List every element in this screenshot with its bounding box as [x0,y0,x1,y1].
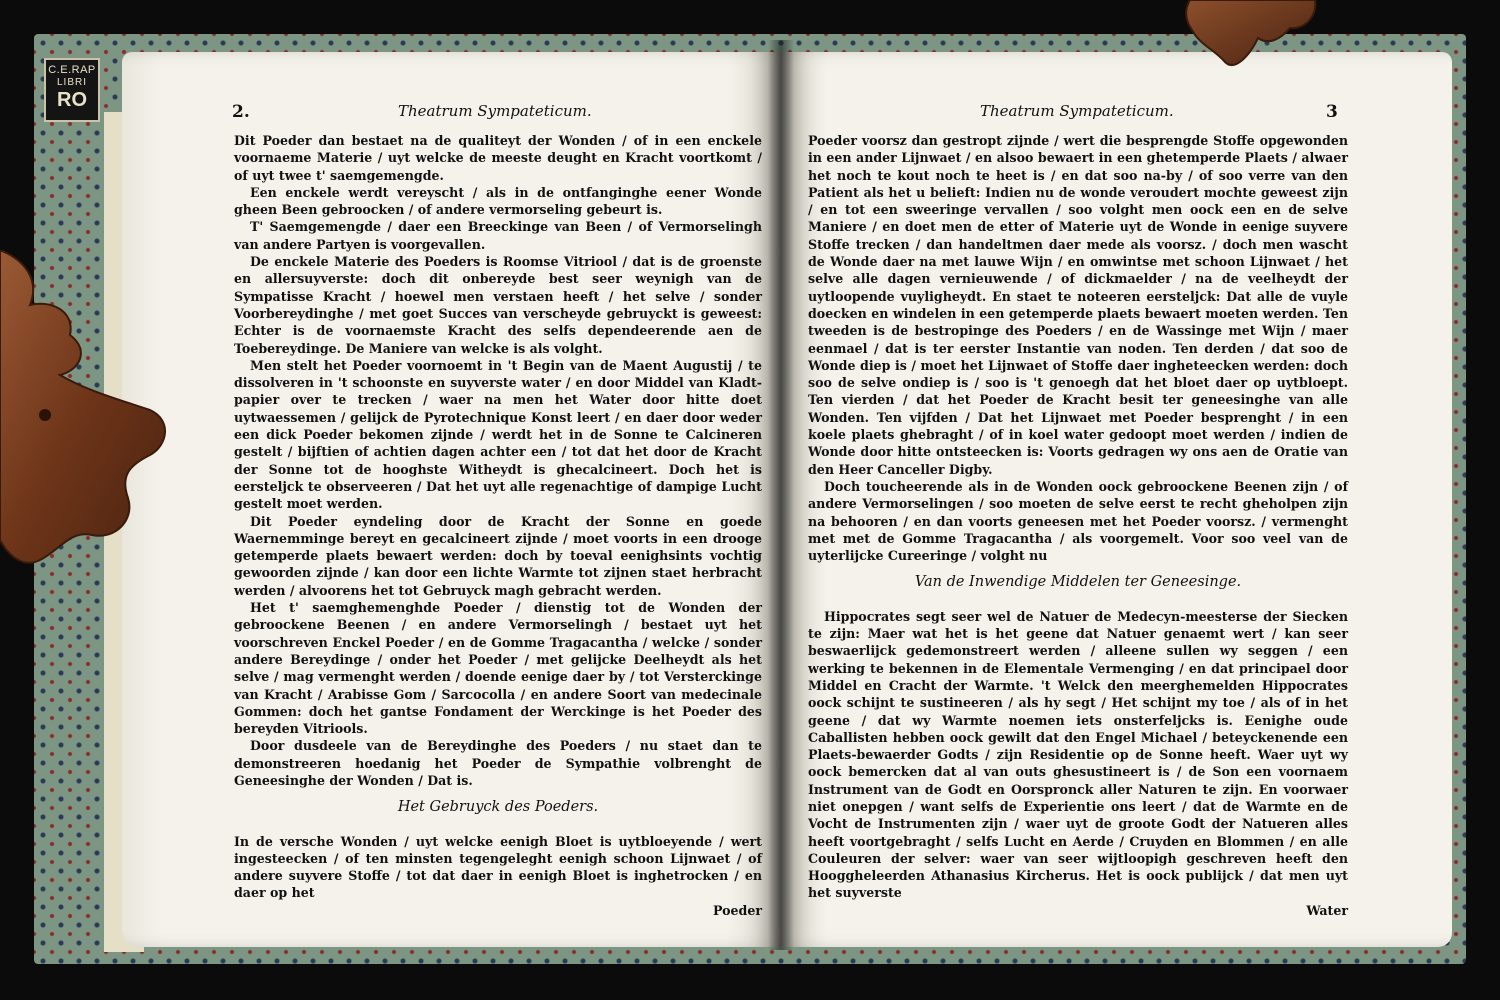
right-paragraph: Hippocrates segt seer wel de Natuer de Medecyn-meesterse der Siecken te zijn: Maer wat het is het geene dat Natuer genaemt wert / kan seer beswaerlijck gedemonstreert werden / alleene sullen wy seggen / een werking te bekennen in de Elementale Vermenging / en dat principael door Middel en Cracht der Warmte. 't Welck den meerghemelden Hippocrates oock schijnt te sustineeren / als hy segt / Het schijnt my toe / als of in het geene / dat wy Warmte noemen iets onsterfeljcks is. Eenighe oude Caballisten hebben oock gewilt dat den Engel Michael / beteyckenende een Plaets-bewaerder Godts / zijn Residentie op de Sonne heeft. Waer uyt wy oock bemercken dat al van outs ghesustineert is / de Son een voornaem Instrument van de Godt en Oorspronck aller Naturen te zijn. En voorwaer niet onepgen / want selfs de Experientie ons leert / dat de Warmte en de Vocht de Instrumenten zijn / waer uyt de groote Godt der Natueren alles heeft voortgebraght / selfs Lucht en Aerde / Cruyden en Blommen / en alle Couleuren der selver: waer van seer wijtloopigh geschreven heeft den Hooggheleerden Athanasius Kircherus. Het is oock publijck / dat men uyt het suyverste [808,608,1348,901]
left-paragraph: Het t' saemghemenghde Poeder / dienstig tot de Wonden der gebroockene Beenen / en andere Vermorselingh / bestaet uyt het voorschreven Enckel Poeder / en de Gomme Tragacantha / welcke / sonder andere Bereydinge / onder het Poeder / met gelijcke Deelheydt als het selve / mag vermenght werden / doende eenige daer by / tot Versterckinge van Kracht / Arabisse Gom / Sarcocolla / en andere Soort van medecinale Gommen: doch het gantse Fondament der Werckinge is het Poeder des bereyden Vitriools. [234,600,762,737]
left-page [122,52,780,947]
right-paragraph: Doch toucheerende als in de Wonden oock gebroockene Beenen zijn / of andere Vermorselingen / soo moeten de selve eerst te recht gheholpen zijn na behooren / en dan voorts geneesen met het Poeder voorsz. / vermenght met met de Gomme Tragacantha / als voorgemelt. Voor soo veel van de uyterlijcke Cureeringe / volght nu [808,478,1348,564]
left-page-text [234,132,762,919]
left-catchword: Poeder [713,902,762,918]
book-gutter [768,40,794,950]
left-paragraph: Door dusdeele van de Bereydinghe des Poeders / nu staet dan te demonstreeren hoedanig het Poeder de Sympathie volbrenght de Geneesinghe der Wonden / Dat is. [234,738,762,788]
left-page-number: 2. [232,102,250,122]
right-running-head: Theatrum Sympateticum. [980,102,1174,120]
left-paragraph: Men stelt het Poeder voornoemt in 't Begin van de Maent Augustij / te dissolveren in 't schoonste en suyverste water / en door Middel van Kladt-papier over te trecken / waer na men het Water door hitte doet uytwaessemen / gelijck de Pyrotechnique Konst leert / en daer door weder een dick Poeder bekomen zijnde / werdt het in de Sonne te Calcineren gestelt / bijftien of achtien dagen achter een / tot dat het door de Kracht der Sonne tot de hooghste Witheydt is ghecalcineert. Doch het is eersteljck te observeeren / Dat het uyt alle regenachtige of dampige Lucht gestelt moet werden. [234,357,762,512]
copper-clip-top [1180,0,1320,75]
bookseller-label-line2: LIBRI [56,77,87,88]
left-paragraph: In de versche Wonden / uyt welcke eenigh Bloet is uytbloeyende / wert ingesteecken / of ten minsten tegengeleght eenigh schoon Lijnwaet / of andere suyvere Stoffe / tot dat daer in eenigh Bloet is inghetrocken / en daer op het [234,833,762,901]
left-section-heading: Het Gebruyck des Poeders. [397,799,599,816]
left-running-head: Theatrum Sympateticum. [398,102,592,120]
right-catchword: Water [1306,902,1348,918]
left-paragraph: Een enckele werdt vereyscht / als in de ontfanginghe eener Wonde gheen Been gebroocken / of andere vermorseling gebeurt is. [234,184,762,218]
left-paragraph: T' Saemgemengde / daer een Breeckinge van Been / of Vermorselingh van andere Partyen is voorgevallen. [234,219,762,252]
copper-clip-left [0,250,170,580]
bookseller-label-line1: C.E.RAP [48,64,96,76]
right-page [780,52,1452,947]
left-paragraph: Dit Poeder eyndeling door de Kracht der Sonne en goede Waernemminge bereyt en gecalcineert zijnde / moet voorts in een drooge getemperde plaets bewaert werden: doch by toeval eenighsints vochtig gewoorden zijnde / kan door een lichte Warmte tot zijnen staet herbracht werden / alvoorens het tot Gebruyck magh gebracht werden. [234,513,762,598]
left-paragraph: Dit Poeder dan bestaet na de qualiteyt der Wonden / of in een enckele voornaeme Materie / uyt welcke de meeste deught en Kracht voortkomt / of uyt twee t' saemgemengde. [234,133,762,183]
bookseller-label [44,58,100,122]
right-page-text [808,132,1348,919]
right-section-heading: Van de Inwendige Middelen ter Geneesinge. [914,574,1242,591]
right-paragraph: Poeder voorsz dan gestropt zijnde / wert die besprengde Stoffe opgewonden in een ander Lijnwaet / en alsoo bewaert in een ghetemperde Plaets / alwaer het noch te kout noch te heet is / en dat soo na-by / of soo verre van den Patient als het u belieft: Indien nu de wonde veroudert mochte geweest zijn / en tot een sweeringe vervallen / soo volght men oock een en de selve Maniere / en doet men de etter of Materie uyt de Wonde in eenige suyvere Stoffe trecken / dan handeltmen daer mede als voorsz. / doch men wascht de Wonde daer na met lauwe Wijn / en omwintse met schoon Lijnwaet / het selve alle dagen vernieuwende / of dickmaelder / na de veelheydt der uytloopende vuyligheydt. En staet te noteeren eersteljck: Dat alle de vuyle doecken en windelen in een getemperde plaets bewaert moeten werden. Ten tweeden is de bestropinge des Poeders / en de Wassinge met Wijn / maer eenmael / dat is ter eerster Instantie van noden. Ten derden / dat soo de Wonde diep is / moet het Lijnwaet of Stoffe daer ingheteecken werden: doch soo de selve ondiep is / soo is 't genoegh dat het bloet daer op uytbloept. Ten vierden / dat het Poeder de Kracht besit ter geneesinghe van alle Wonden. Ten vijfden / Dat het Lijnwaet met Poeder besprenght / in een koele plaets ghebraght / of in koel water gedoopt moet werden / indien de Wonde door hitte ontsteecken is: Voorts gedragen wy ons aen de Oratie van den Heer Canceller Digby. [808,133,1348,477]
bookseller-label-line3: RO [57,89,87,111]
right-page-number: 3 [1326,102,1338,122]
left-paragraph: De enckele Materie des Poeders is Roomse Vitriool / dat is de groenste en allersuyverste: doch dit onbereyde best seer weynigh van de Sympatisse Kracht / hoewel men verstaen heeft / het selve / sonder Voorbereydinghe / met goet Succes van verscheyde gebruyckt is geweest: Echter is de voornaemste Kracht des selfs dependeerende aen de Toebereydinge. De Maniere van welcke is als volght. [234,254,762,356]
